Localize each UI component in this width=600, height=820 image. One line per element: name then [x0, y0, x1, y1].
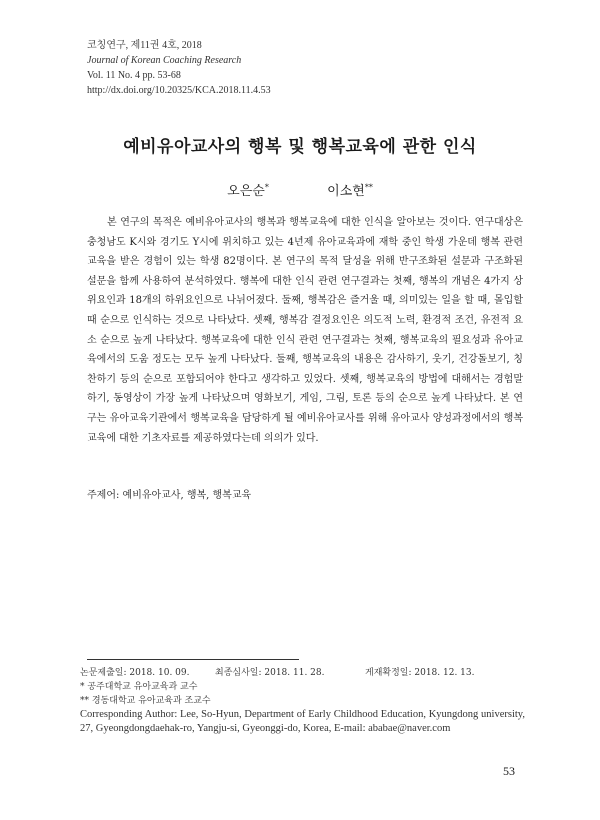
- doi-link[interactable]: http://dx.doi.org/10.20325/KCA.2018.11.4.53: [87, 85, 271, 96]
- author-name: 이소현: [327, 184, 365, 199]
- author-list: [0, 180, 600, 199]
- keywords: 주제어: 예비유아교사, 행복, 행복교육: [87, 490, 252, 501]
- author-name: 오은순: [227, 184, 265, 199]
- author-mark: **: [364, 183, 373, 192]
- journal-english: Journal of Korean Coaching Research: [87, 55, 242, 66]
- author1-affiliation: * 공주대학교 유아교육과 교수: [80, 682, 198, 692]
- submission-dates: [80, 666, 525, 680]
- page-number: 53: [503, 764, 515, 778]
- footnote-divider: [87, 659, 299, 660]
- footnotes: [80, 666, 525, 736]
- paper-title: 예비유아교사의 행복 및 행복교육에 관한 인식: [123, 137, 477, 157]
- author2-affiliation: ** 경동대학교 유아교육과 조교수: [80, 696, 211, 706]
- volume-info: Vol. 11 No. 4 pp. 53-68: [87, 70, 181, 81]
- abstract: 본 연구의 목적은 예비유아교사의 행복과 행복교육에 대한 인식을 알아보는 것이다. 연구대상은 충청남도 K시와 경기도 Y시에 위치하고 있는 4년제 유아교육과에 재학 중인 학생 가운데 행복 관련 교육을 받은 경험이 있는 학생 82명이다. 본 연구의 목적 달성을 위해 반구조화된 설문과 구조화된 설문을 함께 사용하여 분석하였다. 행복에 대한 인식 관련 연구결과는 첫째, 행복의 개념은 4가지 상위요인과 18개의 하위요인으로 나뉘어졌다. 둘째, 행복감은 즐거울 때, 의미있는 일을 할 때, 몰입할 때 순으로 인식하는 것으로 나타났다. 셋째, 행복감 결정요인은 의도적 노력, 환경적 조건, 유전적 요소 순으로 높게 나타났다. 행복교육에 대한 인식 관련 연구결과는 첫째, 행복교육의 필요성과 유아교육에서의 도움 정도는 모두 높게 나타났다. 둘째, 행복교육의 내용은 감사하기, 웃기, 건강돌보기, 칭찬하기 등의 순으로 포함되어야 한다고 생각하고 있었다. 셋째, 행복교육의 방법에 대해서는 경험말하기, 동영상이 가장 높게 나타났으며 영화보기, 게임, 그림, 토론 등의 순으로 높게 나타났다. 본 연구는 유아교육기관에서 행복교육을 담당하게 될 예비유아교사를 위해 유아교사 양성과정에서의 행복교육에 대한 기초자료를 제공하였다는데 의의가 있다.: [87, 217, 523, 444]
- reviewed-date: 최종심사일: 2018. 11. 28.: [215, 668, 325, 678]
- accepted-date: 게재확정일: 2018. 12. 13.: [365, 668, 475, 678]
- author-mark: *: [264, 183, 269, 192]
- corresponding-author: Corresponding Author: Lee, So-Hyun, Department of Early Childhood Education, Kyungdong university, 27, Gyeongdongdaehak-ro, Yangju-si, Gyeonggi-do, Korea, E-mail: ababae@naver.com: [80, 709, 525, 734]
- journal-header: [87, 38, 271, 98]
- journal-korean: 코칭연구, 제11권 4호, 2018: [87, 40, 202, 51]
- received-date: 논문제출일: 2018. 10. 09.: [80, 668, 190, 678]
